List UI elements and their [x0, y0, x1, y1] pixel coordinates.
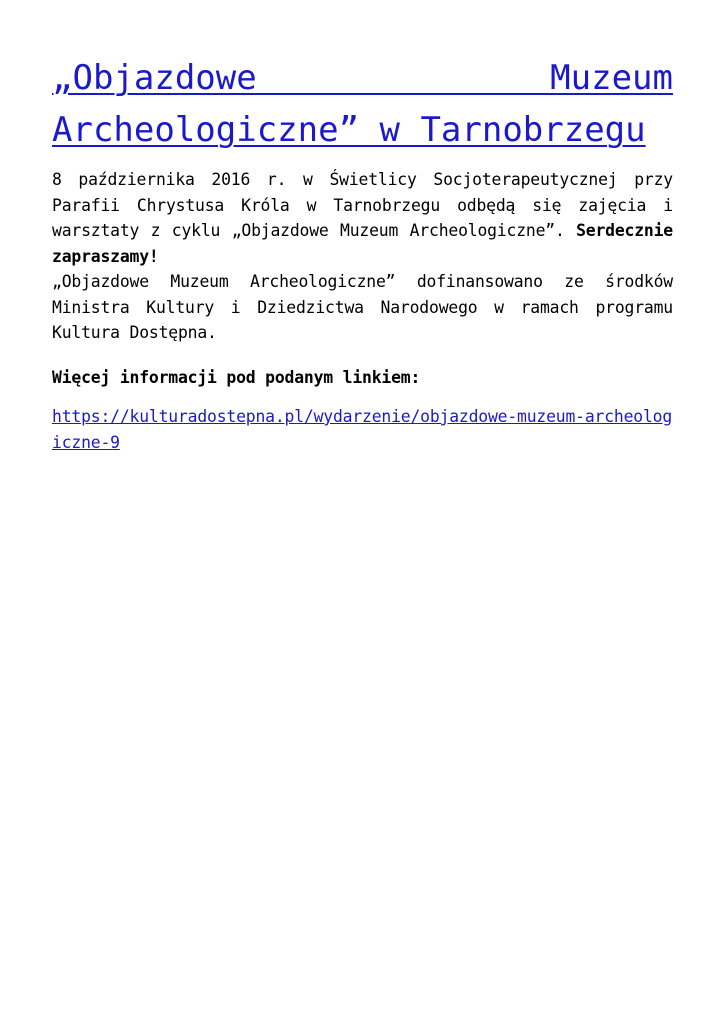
event-link-paragraph	[52, 404, 673, 455]
article-title	[52, 52, 673, 156]
event-link[interactable]: https://kulturadostepna.pl/wydarzenie/objazdowe-muzeum-archeologiczne-9	[52, 407, 673, 452]
funding-text: „Objazdowe Muzeum Archeologiczne” dofinansowano ze środków Ministra Kultury i Dziedzictwa Narodowego w ramach programu Kultura Dostępna.	[52, 272, 673, 342]
article	[52, 52, 673, 455]
intro-text: 8 października 2016 r. w Świetlicy Socjoterapeutycznej przy Parafii Chrystusa Króla w Tarnobrzegu odbędą się zajęcia i warsztaty z cyklu „Objazdowe Muzeum Archeologiczne”.	[52, 170, 673, 240]
invite-text: Serdecznie zapraszamy!	[52, 221, 673, 266]
more-info-label: Więcej informacji pod podanym linkiem:	[52, 367, 421, 387]
article-body	[52, 167, 673, 346]
article-title-link[interactable]: „Objazdowe Muzeum Archeologiczne” w Tarnobrzegu	[52, 58, 673, 150]
